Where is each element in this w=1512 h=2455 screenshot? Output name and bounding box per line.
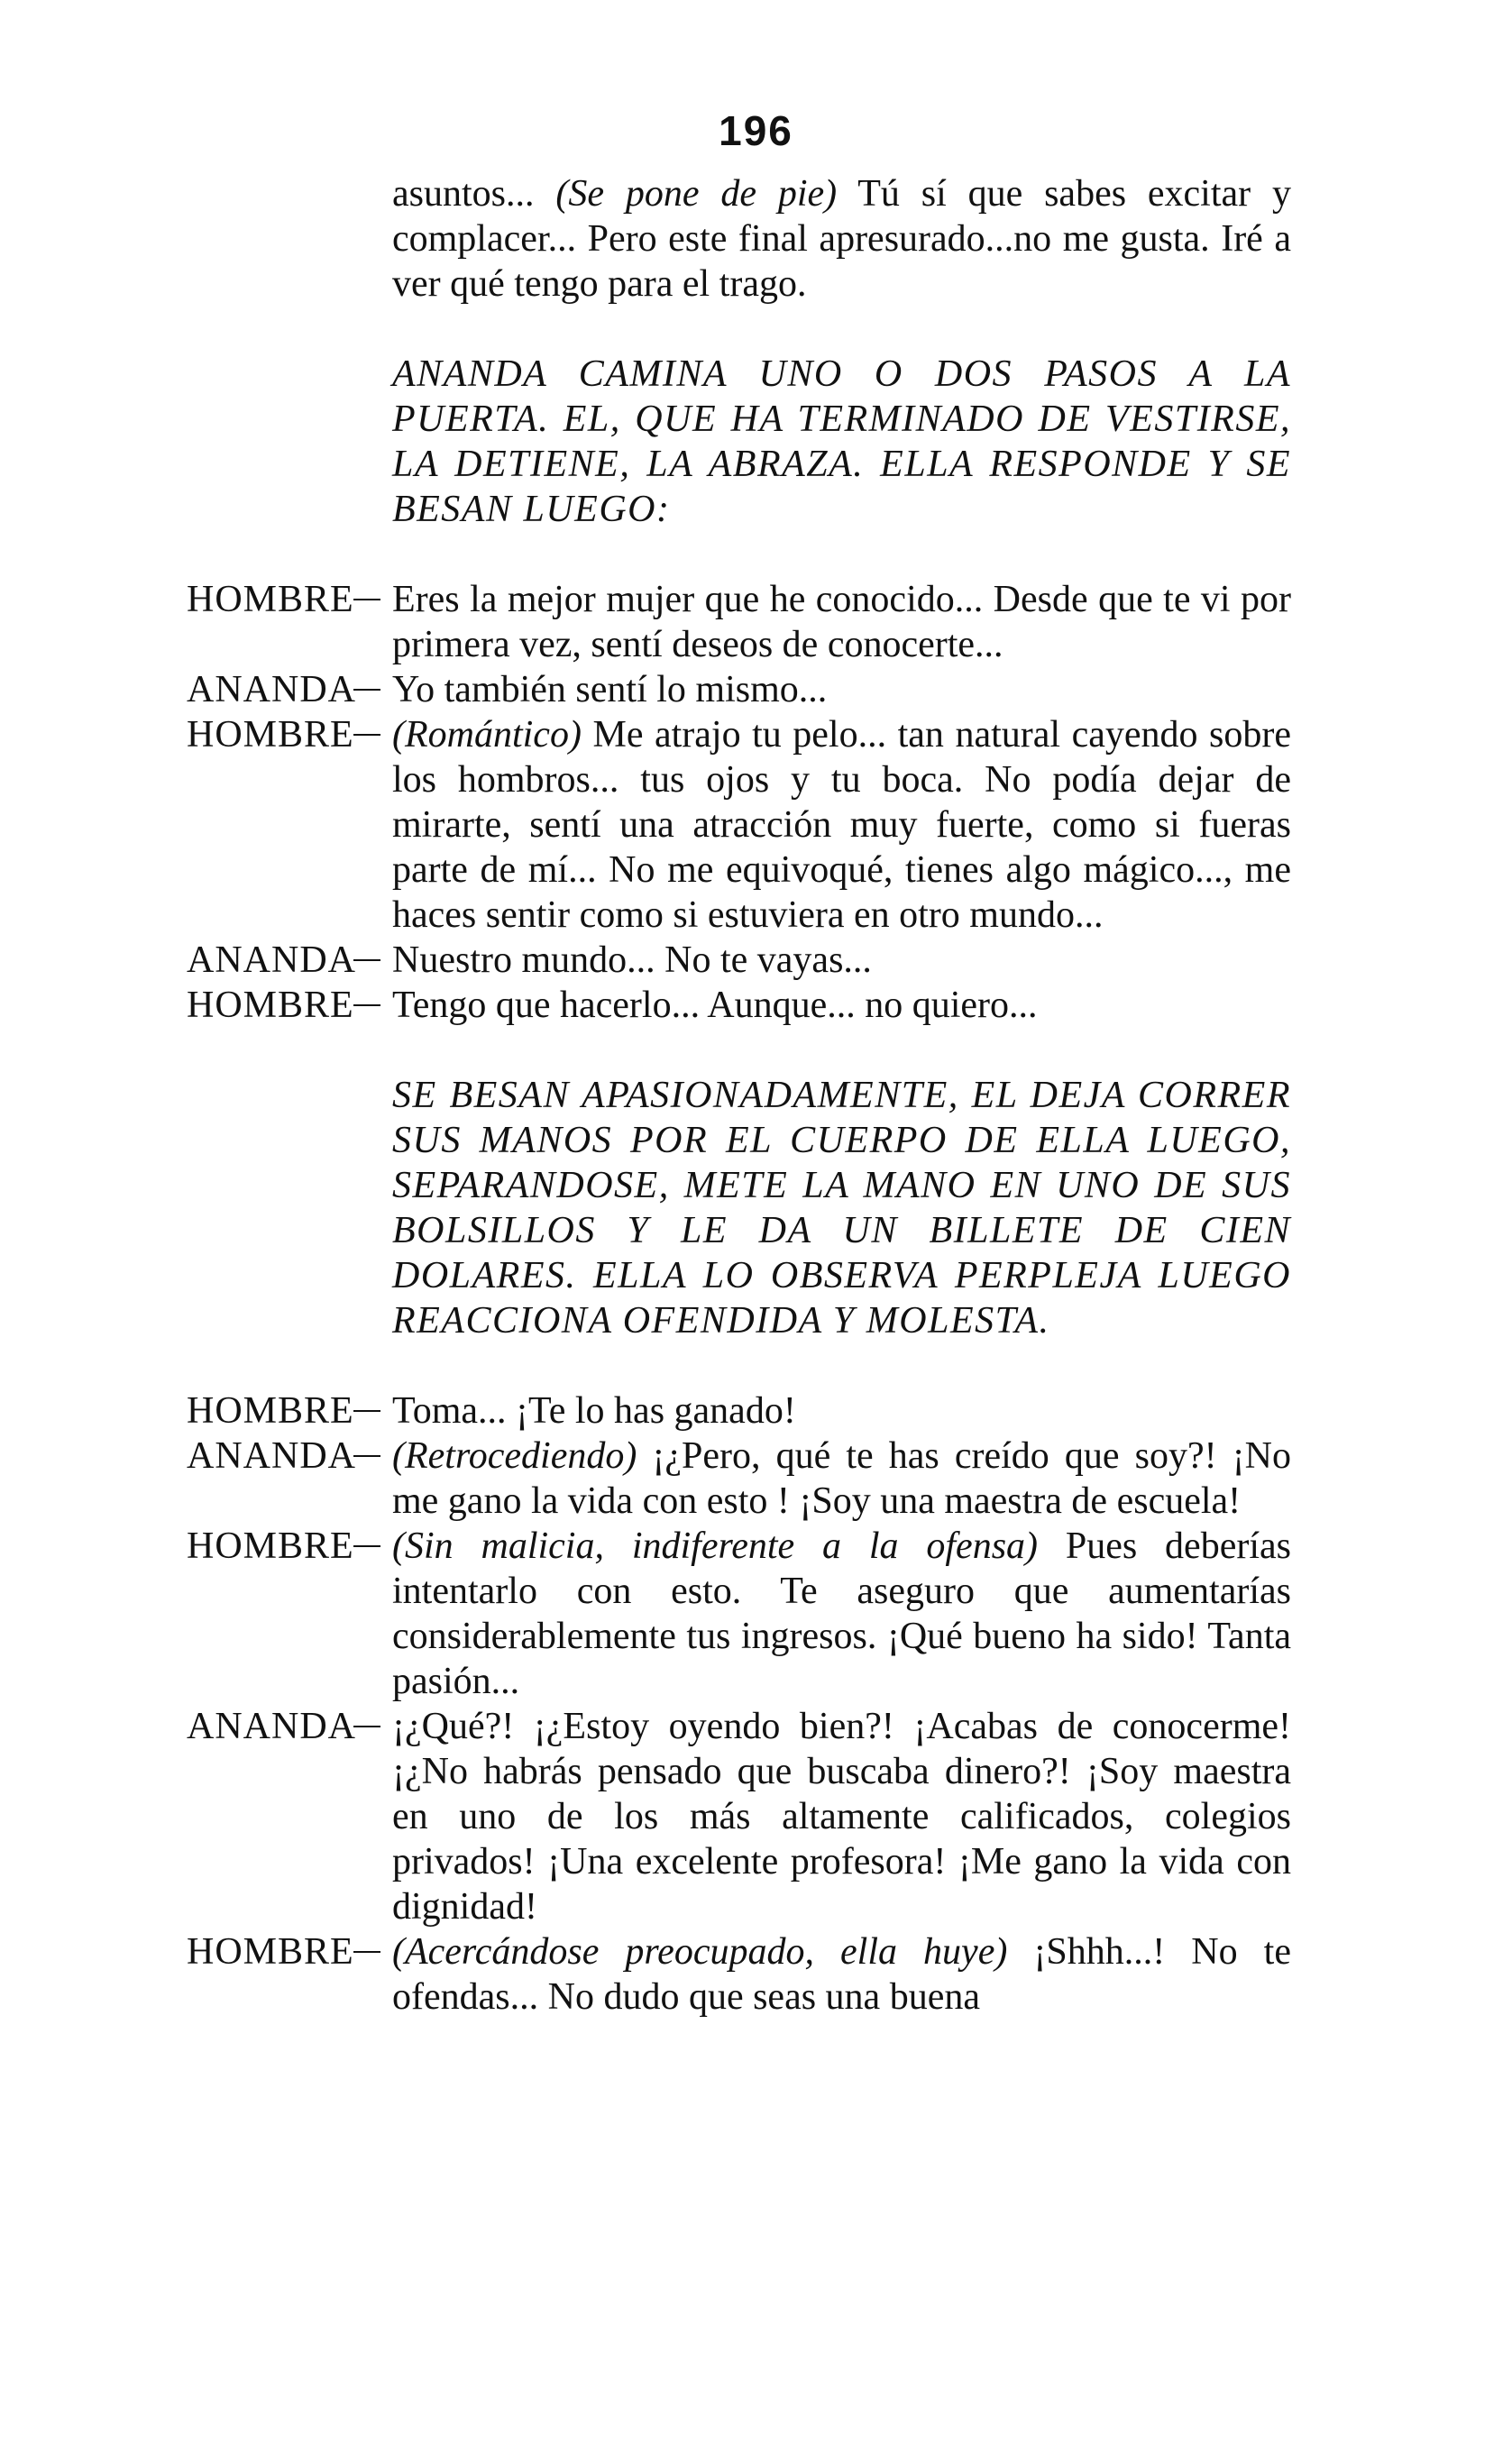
dialogue-line [187,577,1291,667]
dialogue-text: ¡¿Pero, qué te has creído que soy?! ¡No me gano la vida con esto ! ¡Soy una maestra de escuela! [392,1435,1291,1522]
speaker-dash [353,1410,380,1412]
dialogue-text: Tengo que hacerlo... Aunque... no quiero... [392,985,1038,1026]
speaker-name: ANANDA [187,1706,356,1747]
dialogue-text: ¡Shhh...! No te ofendas... No dudo que seas una buena [392,1931,1291,2018]
dialogue-text: Eres la mejor mujer que he conocido... Desde que te vi por primera vez, sentí deseos de conocerte... [392,579,1291,665]
dialogue-line [187,712,1291,938]
dialogue-text: ¡¿Qué?! ¡¿Estoy oyendo bien?! ¡Acabas de conocerme! ¡¿No habrás pensado que buscaba dinero?! ¡Soy maestra en uno de los más altamente calificados, colegios privados! ¡Una excelente profesora! ¡Me gano la vida con dignidad! [392,1706,1291,1928]
speaker-name: ANANDA [187,939,356,981]
dialogue-line [187,1524,1291,1704]
dialogue-line [187,1434,1291,1524]
speaker-name: HOMBRE [187,1525,354,1567]
speaker-dash [353,1951,380,1953]
stage-direction-2: SE BESAN APASIONADAMENTE, EL DEJA CORRER SUS MANOS POR EL CUERPO DE ELLA LUEGO, SEPARANDOSE, METE LA MANO EN UNO DE SUS BOLSILLOS Y LE DA UN BILLETE DE CIEN DOLARES. ELLA LO OBSERVA PERPLEJA LUEGO REACCIONA OFENDIDA Y MOLESTA. [392,1075,1291,1342]
dialogue-line [187,1388,1291,1434]
speaker-name: HOMBRE [187,985,354,1026]
dialogue-text: Toma... ¡Te lo has ganado! [392,1390,796,1432]
dialogue-block-1 [187,577,1291,1028]
speaker-name: HOMBRE [187,714,354,756]
dialogue-line [187,667,1291,712]
speaker-name: ANANDA [187,669,356,710]
dialogue-line [187,1704,1291,1929]
dialogue-text: Me atrajo tu pelo... tan natural cayendo sobre los hombros... tus ojos y tu boca. No podía dejar de mirarte, sentí una atracción muy fuerte, como si fueras parte de mí... No me equivoqué, tienes algo mágico..., me haces sentir como si estuviera en otro mundo... [392,714,1291,936]
speaker-dash [353,734,380,736]
dialogue-line [187,938,1291,983]
dialogue-line [187,1929,1291,2020]
speaker-name: HOMBRE [187,1931,354,1973]
stage-direction-inline: (Acercándose preocupado, ella huye) [392,1931,1008,1973]
opening-text-start: asuntos... [392,173,556,215]
stage-direction-inline: (Se pone de pie) [555,173,838,215]
stage-direction-inline: (Sin malicia, indiferente a la ofensa) [392,1525,1039,1567]
stage-direction-inline: (Retrocediendo) [392,1435,637,1477]
stage-direction-inline: (Romántico) [392,714,582,756]
speaker-name: HOMBRE [187,1390,354,1432]
opening-paragraph [392,171,1291,307]
stage-direction-1: ANANDA CAMINA UNO O DOS PASOS A LA PUERTA. EL, QUE HA TERMINADO DE VESTIRSE, LA DETIENE, LA ABRAZA. ELLA RESPONDE Y SE BESAN LUEGO: [392,353,1291,530]
script-body [187,171,1291,2020]
dialogue-text: Pues deberías intentarlo con esto. Te aseguro que aumentarías considerablemente tus ingresos. ¡Qué bueno ha sido! Tanta pasión... [392,1525,1291,1702]
dialogue-text: Yo también sentí lo mismo... [392,669,828,710]
opening-text-end: Tú sí que sabes excitar y complacer... Pero este final apresurado...no me gusta. Iré a ver qué tengo para el trago. [392,173,1291,305]
speaker-dash [353,1455,380,1457]
dialogue-block-2 [187,1388,1291,2020]
speaker-dash [353,959,380,961]
speaker-dash [353,689,380,691]
speaker-name: ANANDA [187,1435,356,1477]
speaker-dash [353,1726,380,1727]
page-number: 196 [719,107,793,154]
dialogue-text: Nuestro mundo... No te vayas... [392,939,872,981]
speaker-dash [353,599,380,600]
dialogue-line [187,983,1291,1028]
speaker-dash [353,1545,380,1547]
speaker-name: HOMBRE [187,579,354,620]
speaker-dash [353,1004,380,1006]
